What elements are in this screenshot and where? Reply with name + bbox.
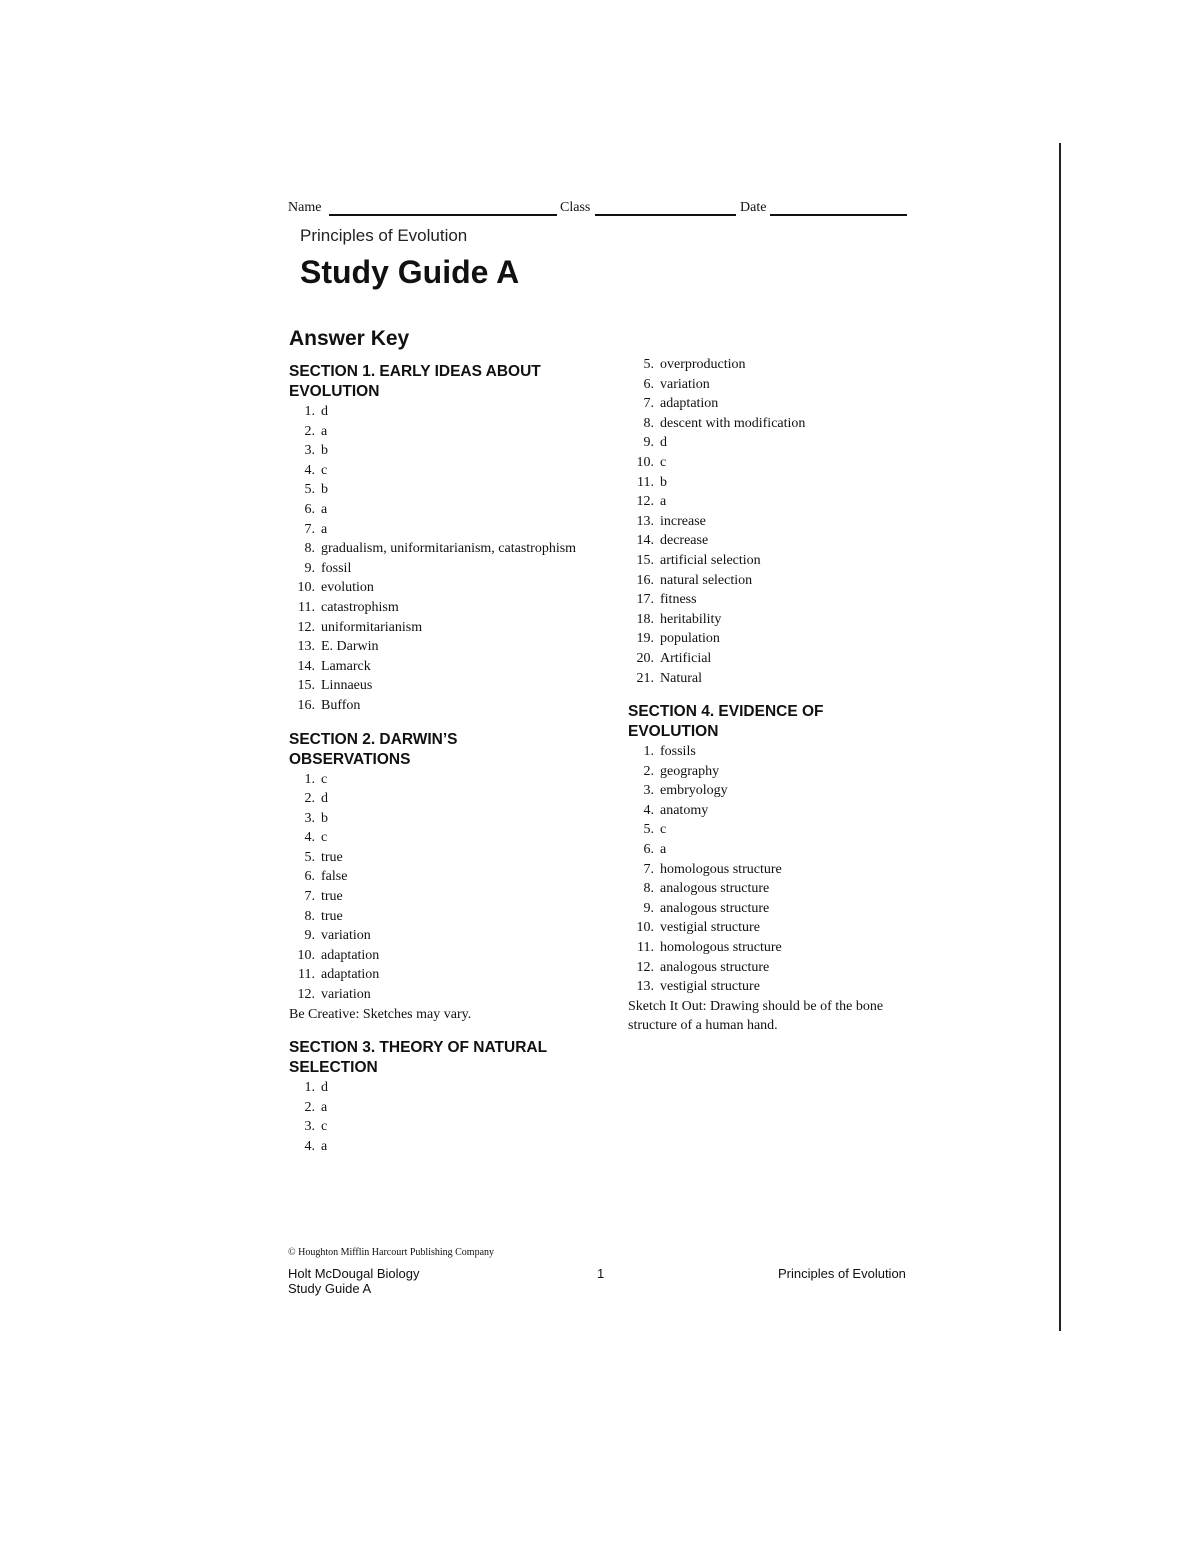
answer-number: 1. — [304, 1080, 315, 1096]
answer-text: b — [321, 810, 328, 826]
answer-text: embryology — [660, 783, 728, 799]
answer-text: c — [321, 1119, 328, 1135]
answer-number: 3. — [304, 1119, 315, 1135]
answer-text: fossils — [660, 744, 696, 760]
answer-item — [289, 637, 589, 657]
answer-item — [289, 946, 589, 966]
answer-text: analogous structure — [660, 959, 770, 975]
answer-number: 2. — [304, 423, 315, 439]
answer-item — [628, 958, 928, 978]
answer-item — [628, 394, 928, 414]
answer-item — [628, 629, 928, 649]
answer-text: d — [321, 404, 328, 419]
answer-item — [628, 512, 928, 532]
section-2-note: Be Creative: Sketches may vary. — [289, 1006, 472, 1022]
answer-item — [289, 618, 589, 638]
answer-text: a — [660, 842, 667, 858]
answer-number: 10. — [636, 920, 654, 936]
answer-item — [628, 820, 928, 840]
answer-text: a — [321, 501, 328, 517]
answer-text: a — [321, 423, 328, 439]
date-blank — [770, 214, 907, 216]
answer-number: 21. — [636, 670, 654, 686]
answer-item — [289, 985, 589, 1005]
section-2-answers — [289, 770, 589, 1005]
answer-text: Natural — [660, 670, 702, 686]
answer-item — [628, 938, 928, 958]
answer-text: natural selection — [660, 572, 753, 588]
footer-chapter: Principles of Evolution — [778, 1266, 906, 1281]
answer-text: true — [321, 889, 343, 905]
answer-text: overproduction — [660, 357, 746, 372]
answer-text: evolution — [321, 580, 374, 596]
answer-number: 13. — [636, 513, 654, 529]
answer-item — [289, 809, 589, 829]
answer-item — [628, 742, 928, 762]
footer-book-title: Holt McDougal Biology — [288, 1266, 420, 1281]
answer-number: 1. — [304, 404, 315, 419]
answer-number: 10. — [297, 580, 315, 596]
answer-text: Artificial — [660, 650, 712, 666]
answer-text: b — [660, 474, 667, 490]
answer-item — [628, 571, 928, 591]
answer-text: Buffon — [321, 697, 361, 713]
answer-text: a — [660, 494, 667, 510]
answer-number: 12. — [297, 619, 315, 635]
answer-number: 16. — [636, 572, 654, 588]
answer-text: decrease — [660, 533, 709, 549]
answer-item — [289, 965, 589, 985]
answer-number: 7. — [643, 396, 654, 412]
answer-number: 10. — [297, 947, 315, 963]
answer-item — [289, 770, 589, 790]
answer-item — [289, 539, 589, 559]
answer-text: true — [321, 849, 343, 865]
answer-number: 4. — [304, 830, 315, 846]
answer-text: variation — [660, 376, 710, 392]
answer-number: 5. — [643, 822, 654, 838]
answer-item — [628, 918, 928, 938]
answer-text: vestigial structure — [660, 920, 760, 936]
answer-item — [628, 531, 928, 551]
doc-subtitle: Principles of Evolution — [300, 226, 468, 245]
section-4-title: SECTION 4. EVIDENCE OF EVOLUTION — [628, 703, 824, 741]
answer-number: 7. — [643, 861, 654, 877]
answer-item — [628, 433, 928, 453]
answer-number: 16. — [297, 697, 315, 713]
answer-number: 7. — [304, 889, 315, 905]
class-blank — [595, 214, 736, 216]
answer-number: 4. — [643, 802, 654, 818]
answer-number: 11. — [298, 599, 315, 615]
answer-item — [628, 453, 928, 473]
footer-guide-name: Study Guide A — [288, 1281, 372, 1296]
answer-text: fossil — [321, 560, 352, 576]
answer-item — [289, 598, 589, 618]
answer-number: 8. — [643, 415, 654, 431]
answer-number: 2. — [304, 791, 315, 807]
answer-item — [628, 414, 928, 434]
answer-number: 3. — [643, 783, 654, 799]
answer-number: 4. — [304, 462, 315, 478]
answer-text: increase — [660, 513, 706, 529]
answer-text: adaptation — [321, 967, 380, 983]
answer-number: 10. — [636, 454, 654, 470]
answer-text: false — [321, 869, 348, 885]
answer-number: 5. — [643, 357, 654, 372]
answer-number: 6. — [304, 869, 315, 885]
name-blank — [329, 214, 557, 216]
class-label: Class — [560, 200, 591, 215]
section-2-title: SECTION 2. DARWIN’S OBSERVATIONS — [289, 730, 458, 768]
answer-item — [289, 559, 589, 579]
answer-item — [628, 590, 928, 610]
answer-item — [628, 473, 928, 493]
footer-book-info — [288, 1266, 420, 1296]
answer-text: variation — [321, 987, 371, 1003]
answer-item — [289, 1137, 589, 1157]
answer-text: analogous structure — [660, 900, 770, 916]
answer-item — [289, 402, 589, 422]
answer-number: 14. — [636, 533, 654, 549]
answer-text: heritability — [660, 611, 722, 627]
section-1-title: SECTION 1. EARLY IDEAS ABOUT EVOLUTION — [289, 363, 541, 400]
answer-text: adaptation — [321, 947, 380, 963]
answer-text: geography — [660, 763, 720, 779]
answer-item — [289, 461, 589, 481]
answer-item — [289, 696, 589, 716]
answer-number: 11. — [637, 940, 654, 956]
answer-item — [628, 355, 928, 375]
answer-number: 9. — [304, 928, 315, 944]
answer-number: 14. — [297, 658, 315, 674]
answer-number: 3. — [304, 810, 315, 826]
answer-item — [289, 907, 589, 927]
answer-item — [628, 551, 928, 571]
page-number: 1 — [597, 1266, 605, 1281]
answer-number: 11. — [637, 474, 654, 490]
answer-number: 15. — [636, 552, 654, 568]
answer-text: artificial selection — [660, 552, 761, 568]
answer-text: Lamarck — [321, 658, 371, 674]
answer-item — [628, 669, 928, 689]
left-column — [289, 362, 589, 1157]
answer-number: 1. — [304, 771, 315, 787]
answer-text: a — [321, 521, 328, 537]
answer-number: 9. — [304, 560, 315, 576]
answer-item — [289, 578, 589, 598]
answer-number: 6. — [643, 376, 654, 392]
answer-text: descent with modification — [660, 415, 806, 431]
answer-item — [628, 899, 928, 919]
answer-text: b — [321, 443, 328, 459]
answer-item — [289, 848, 589, 868]
answer-number: 15. — [297, 678, 315, 694]
answer-text: c — [321, 771, 328, 787]
section-3-answers-right — [628, 355, 928, 688]
answer-item — [289, 828, 589, 848]
answer-item — [289, 1078, 589, 1098]
answer-item — [628, 879, 928, 899]
answer-text: homologous structure — [660, 861, 782, 877]
answer-number: 3. — [304, 443, 315, 459]
answer-item — [628, 762, 928, 782]
answer-text: vestigial structure — [660, 979, 760, 995]
answer-item — [289, 441, 589, 461]
answer-number: 19. — [636, 631, 654, 647]
answer-number: 17. — [636, 592, 654, 608]
answer-text: c — [660, 822, 667, 838]
date-label: Date — [740, 200, 767, 215]
answer-number: 2. — [304, 1099, 315, 1115]
copyright-line: © Houghton Mifflin Harcourt Publishing Company — [288, 1247, 495, 1258]
answer-item — [289, 887, 589, 907]
answer-number: 9. — [643, 900, 654, 916]
answer-number: 8. — [304, 908, 315, 924]
answer-text: adaptation — [660, 396, 719, 412]
answer-item — [289, 422, 589, 442]
answer-number: 13. — [636, 979, 654, 995]
answer-number: 1. — [643, 744, 654, 760]
section-3-title: SECTION 3. THEORY OF NATURAL SELECTION — [289, 1039, 547, 1077]
answer-text: c — [321, 462, 328, 478]
answer-number: 9. — [643, 435, 654, 451]
answer-item — [628, 781, 928, 801]
answer-item — [628, 492, 928, 512]
answer-number: 5. — [304, 849, 315, 865]
name-label: Name — [288, 200, 322, 215]
answer-text: population — [660, 631, 720, 647]
answer-number: 8. — [643, 881, 654, 897]
answer-text: catastrophism — [321, 599, 399, 615]
answer-item — [628, 375, 928, 395]
answer-number: 12. — [636, 959, 654, 975]
section-4-answers — [628, 742, 928, 997]
answer-number: 8. — [304, 541, 315, 557]
answer-text: anatomy — [660, 802, 709, 818]
answer-number: 4. — [304, 1139, 315, 1154]
answer-text: E. Darwin — [321, 639, 379, 655]
answer-item — [289, 520, 589, 540]
answer-number: 12. — [636, 494, 654, 510]
answer-text: Linnaeus — [321, 678, 373, 694]
section-1-answers — [289, 402, 589, 716]
answer-item — [289, 657, 589, 677]
section-4-note: Sketch It Out: Drawing should be of the bone structure of a human hand. — [628, 998, 884, 1034]
answer-item — [289, 500, 589, 520]
answer-item — [289, 867, 589, 887]
answer-item — [289, 1117, 589, 1137]
answer-number: 6. — [643, 842, 654, 858]
answer-text: d — [660, 435, 667, 451]
right-column — [628, 355, 928, 1036]
answer-text: d — [321, 791, 328, 807]
answer-text: homologous structure — [660, 940, 782, 956]
answer-number: 2. — [643, 763, 654, 779]
answer-text: a — [321, 1099, 328, 1115]
answer-item — [289, 480, 589, 500]
answer-text: gradualism, uniformitarianism, catastrophism — [321, 541, 577, 557]
answer-number: 5. — [304, 482, 315, 498]
answer-number: 18. — [636, 611, 654, 627]
name-class-date-line — [288, 198, 908, 218]
answer-number: 13. — [297, 639, 315, 655]
answer-text: variation — [321, 928, 371, 944]
answer-text: analogous structure — [660, 881, 770, 897]
answer-number: 11. — [298, 967, 315, 983]
answer-text: true — [321, 908, 343, 924]
answer-item — [628, 840, 928, 860]
answer-text: a — [321, 1139, 328, 1154]
answer-item — [628, 610, 928, 630]
answer-number: 7. — [304, 521, 315, 537]
answer-item — [628, 649, 928, 669]
answer-text: d — [321, 1080, 328, 1096]
answer-number: 12. — [297, 987, 315, 1003]
answer-text: fitness — [660, 592, 697, 608]
doc-title: Study Guide A — [300, 254, 520, 290]
answer-number: 20. — [636, 650, 654, 666]
answer-item — [628, 860, 928, 880]
answer-key-heading: Answer Key — [289, 327, 410, 350]
answer-item — [628, 977, 928, 997]
answer-item — [289, 926, 589, 946]
section-3-answers-left — [289, 1078, 589, 1156]
answer-item — [628, 801, 928, 821]
answer-item — [289, 1098, 589, 1118]
answer-item — [289, 789, 589, 809]
answer-item — [289, 676, 589, 696]
answer-number: 6. — [304, 501, 315, 517]
answer-text: b — [321, 482, 328, 498]
answer-text: c — [321, 830, 328, 846]
answer-text: c — [660, 454, 667, 470]
page-edge-rule — [1059, 143, 1061, 1331]
answer-text: uniformitarianism — [321, 619, 423, 635]
